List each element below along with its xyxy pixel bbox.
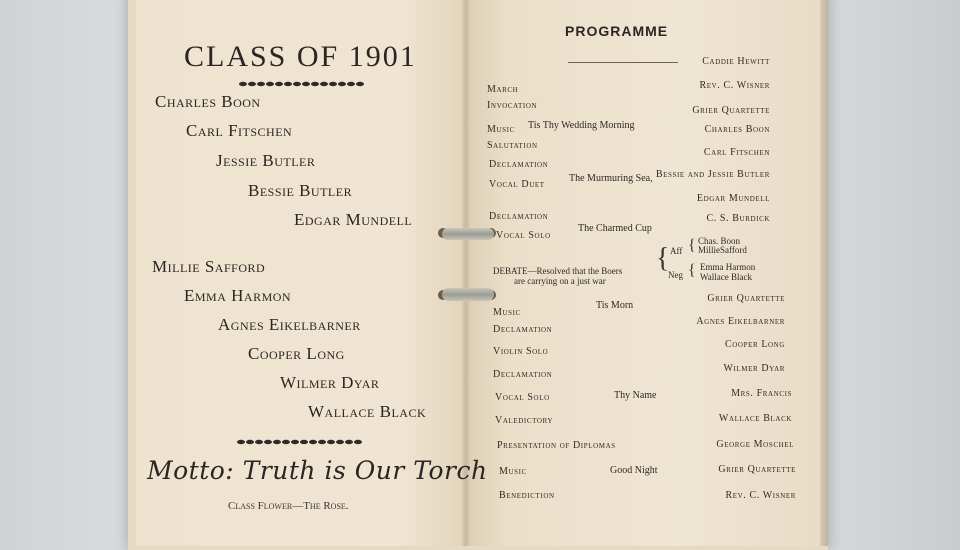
programme-selection: The Charmed Cup: [578, 223, 652, 234]
programme-performer: Wilmer Dyar: [723, 363, 785, 374]
class-member-name: Cooper Long: [248, 344, 345, 363]
class-member-name: Agnes Eikelbarner: [218, 315, 361, 334]
programme-performer: Edgar Mundell: [696, 193, 770, 204]
programme-performer: C. S. Burdick: [706, 213, 770, 224]
programme-selection: Good Night: [610, 465, 658, 476]
class-member-name: Jessie Butler: [216, 151, 316, 170]
programme-performer: Bessie and Jessie Butler: [655, 169, 770, 180]
class-member-name: Edgar Mundell: [294, 210, 413, 229]
affirmative-speaker: MillieSafford: [698, 245, 747, 255]
programme-performer: Mrs. Francis: [731, 388, 792, 399]
negative-speaker: Emma Harmon: [700, 262, 756, 272]
programme-selection: Tis Morn: [596, 300, 634, 311]
title-underline: [568, 62, 678, 63]
programme-performer: Caddie Hewitt: [702, 56, 770, 67]
programme-item: Vocal Solo: [495, 392, 550, 403]
programme-item: Valedictory: [495, 415, 554, 426]
bottom-ornament-divider: [236, 436, 368, 448]
programme-item: Vocal Duet: [489, 179, 545, 190]
programme-performer: Carl Fitschen: [703, 147, 770, 158]
programme-item: Salutation: [487, 140, 538, 151]
debate-label: DEBATE—Resolved that the Boers: [493, 266, 623, 276]
programme-item: Declamation: [493, 369, 553, 380]
class-member-name: Charles Boon: [155, 92, 261, 111]
programme-item: Benediction: [499, 490, 555, 501]
programme-performer: Rev. C. Wisner: [699, 80, 770, 91]
programme-selection: The Murmuring Sea,: [569, 173, 653, 184]
affirmative-label: Aff: [670, 246, 683, 256]
class-member-name: Carl Fitschen: [186, 121, 293, 140]
class-motto: Motto: Truth is Our Torch: [147, 456, 488, 485]
programme-performer: Rev. C. Wisner: [725, 490, 796, 501]
programme-item: Music: [493, 307, 521, 318]
programme-item: Declamation: [489, 211, 549, 222]
negative-brace: {: [688, 262, 696, 279]
programme-item: Declamation: [489, 159, 549, 170]
class-member-name: Bessie Butler: [248, 181, 353, 200]
negative-speaker: Wallace Black: [700, 272, 752, 282]
programme-performer: Cooper Long: [725, 339, 785, 350]
binding-cord: [442, 288, 494, 301]
programme-item: Presentation of Diplomas: [497, 440, 616, 451]
programme-performer: Wallace Black: [718, 413, 792, 424]
programme-performer: Agnes Eikelbarner: [696, 316, 785, 327]
programme-title: PROGRAMME: [565, 23, 669, 39]
programme-performer: Charles Boon: [704, 124, 770, 135]
class-member-name: Millie Safford: [152, 257, 266, 276]
programme-item: Music: [499, 466, 527, 477]
programme-item: March: [487, 84, 519, 95]
debate-brace: {: [656, 243, 670, 274]
class-member-name: Wilmer Dyar: [280, 373, 380, 392]
programme-performer: George Moschel: [716, 439, 794, 450]
class-member-name: Wallace Black: [308, 402, 427, 421]
class-flower: Class Flower—The Rose.: [228, 500, 349, 512]
affirmative-brace: {: [688, 237, 696, 254]
class-member-name: Emma Harmon: [184, 286, 292, 305]
negative-label: Neg: [668, 270, 683, 280]
programme-performer: Grier Quartette: [707, 293, 785, 304]
programme-item: Declamation: [493, 324, 553, 335]
programme-item: Invocation: [487, 100, 538, 111]
class-title: CLASS OF 1901: [184, 40, 417, 73]
affirmative-speaker: Chas. Boon: [698, 236, 741, 246]
programme-item: Music: [487, 124, 515, 135]
programme-performer: Grier Quartette: [718, 464, 796, 475]
top-ornament-divider: [238, 78, 366, 90]
programme-selection: Tis Thy Wedding Morning: [528, 120, 635, 131]
programme-performer: Grier Quartette: [692, 105, 770, 116]
programme-item: Violin Solo: [493, 346, 549, 357]
programme-item: Vocal Solo: [496, 230, 551, 241]
debate-label-continued: are carrying on a just war: [514, 276, 606, 286]
page-stack-edge: [820, 0, 828, 546]
binding-cord: [442, 228, 494, 240]
programme-selection: Thy Name: [614, 390, 657, 401]
